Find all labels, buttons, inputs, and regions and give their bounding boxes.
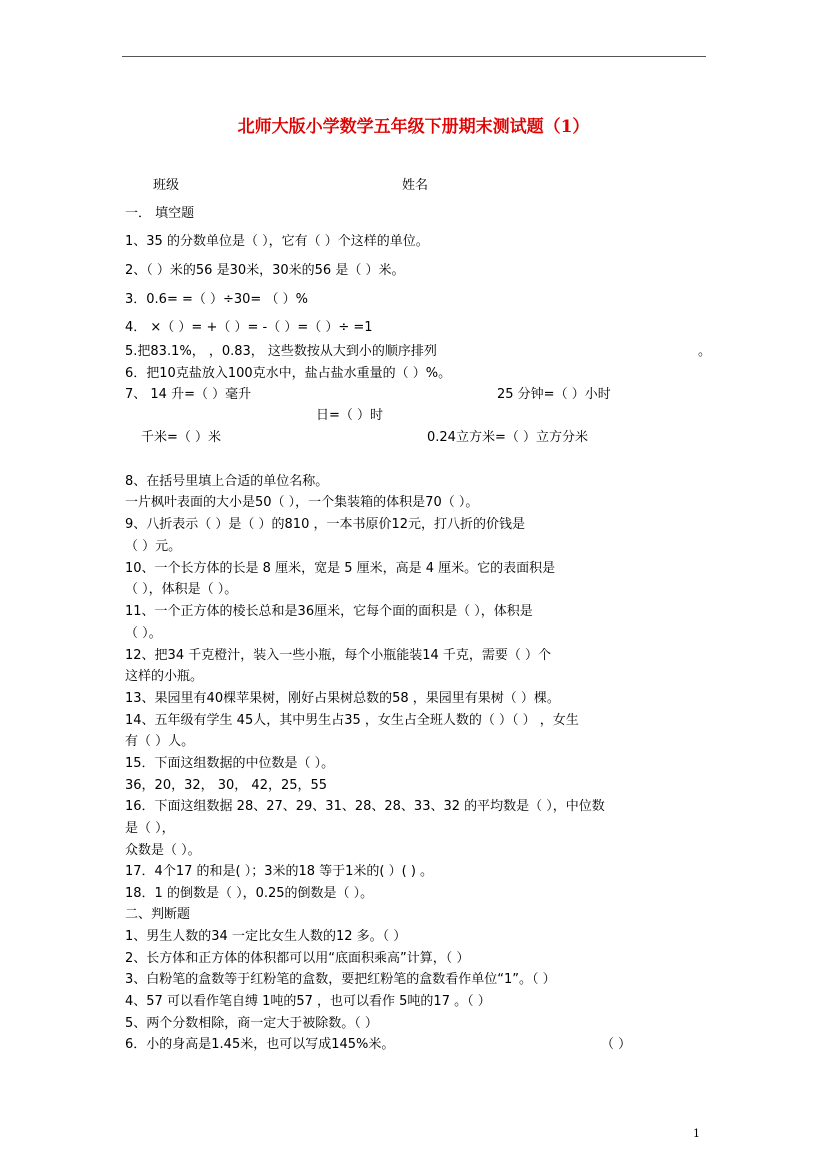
section-heading-true-false: 二、判断题: [125, 907, 191, 922]
question-line: 2、长方体和正方体的体积都可以用“底面积乘高”计算，（ ）: [125, 951, 470, 966]
question-line: 6．把10克盐放入100克水中，盐占盐水重量的（ ）%。: [125, 366, 452, 381]
question-line: 是（ ），: [125, 821, 175, 836]
question-line: 0.24立方米=（ ）立方分米: [427, 430, 588, 445]
question-line: 15．下面这组数据的中位数是（ ）。: [125, 756, 335, 771]
question-line: 4． ×（ ）= +（ ）= -（ ）=（ ）÷ =1: [125, 320, 373, 335]
question-line: 6．小的身高是1.45米，也可以写成145%米。: [125, 1037, 395, 1052]
question-line: 这样的小瓶。: [125, 669, 204, 684]
question-line: （ ）: [601, 1037, 632, 1052]
page-title: 北师大版小学数学五年级下册期末测试题（1）: [237, 117, 590, 137]
question-line: 10、一个长方体的长是 8 厘米，宽是 5 厘米，高是 4 厘米。它的表面积是: [125, 561, 556, 576]
question-line: 17．4个17 的和是( ）；3米的18 等于1米的( ）( ) 。: [125, 864, 434, 879]
question-line: 25 分钟=（ ）小时: [497, 387, 611, 402]
question-line: 5.把83.1%， ，0.83， 这些数按从大到小的顺序排列: [125, 344, 437, 359]
question-line: 2、（ ）米的56 是30米，30米的56 是（ ）米。: [125, 263, 405, 278]
question-line: 3．0.6= =（ ）÷30= （ ）%: [125, 292, 308, 307]
question-line: 1、35 的分数单位是（ ），它有（ ）个这样的单位。: [125, 234, 429, 249]
question-line: 一片枫叶表面的大小是50（ ），一个集装箱的体积是70（ ）。: [125, 495, 479, 510]
question-line: 4、57 可以看作笔自缚 1吨的57 ，也可以看作 5吨的17 。（ ）: [125, 994, 491, 1009]
question-line: 3、白粉笔的盒数等于红粉笔的盒数，要把红粉笔的盒数看作单位“1”。（ ）: [125, 972, 556, 987]
question-line: 16．下面这组数据 28、27、29、31、28、28、33、32 的平均数是（ ），中位数: [125, 799, 605, 814]
class-label: 班级: [153, 178, 180, 193]
section-heading-fill-blank: 一． 填空题: [125, 206, 195, 221]
question-line: 5、两个分数相除，商一定大于被除数。（ ）: [125, 1016, 378, 1031]
question-line: 8、在括号里填上合适的单位名称。: [125, 474, 329, 489]
question-line: 7、 14 升=（ ）毫升: [125, 387, 252, 402]
question-line: 12、把34 千克橙汁，装入一些小瓶，每个小瓶能装14 千克，需要（ ）个: [125, 648, 552, 663]
question-line: 日=（ ）时: [316, 408, 384, 423]
question-line: 11、一个正方体的棱长总和是36厘米，它每个面的面积是（ ），体积是: [125, 604, 533, 619]
question-line: （ ）。: [125, 626, 162, 641]
question-line: 13、果园里有40棵苹果树，刚好占果树总数的58 ，果园里有果树（ ）棵。: [125, 691, 560, 706]
question-line: 9、八折表示（ ）是（ ）的810 ，一本书原价12元，打八折的价钱是: [125, 517, 526, 532]
question-line: （ ）元。: [125, 539, 182, 554]
name-label: 姓名: [402, 178, 429, 193]
question-line: 。: [698, 344, 712, 359]
question-line: 众数是（ ）。: [125, 843, 201, 858]
question-line: 14、五年级有学生 45人，其中男生占35 ，女生占全班人数的（ ）（ ） ，女生: [125, 713, 579, 728]
question-line: （ ），体积是（ ）。: [125, 582, 238, 597]
question-line: 36，20，32， 30， 42，25，55: [125, 778, 328, 793]
page-number: 1: [693, 1127, 700, 1140]
header-rule: [122, 56, 706, 57]
question-line: 有（ ）人。: [125, 734, 195, 749]
question-line: 千米=（ ）米: [141, 430, 222, 445]
question-line: 18．1 的倒数是（ ），0.25的倒数是（ ）。: [125, 886, 374, 901]
question-line: 1、男生人数的34 一定比女生人数的12 多。（ ）: [125, 929, 407, 944]
